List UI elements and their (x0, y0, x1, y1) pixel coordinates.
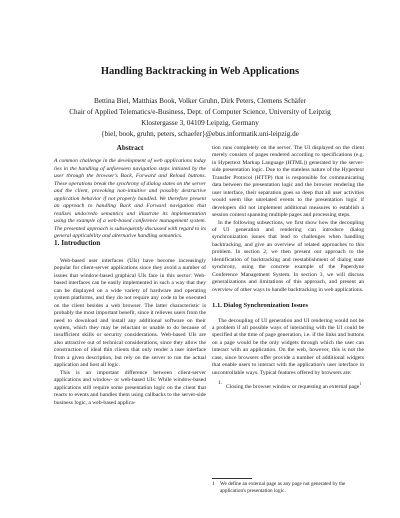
paper-title: Handling Backtracking in Web Applications (100, 66, 300, 77)
author-address: Klostergasse 3, 04109 Leipzig, Germany (141, 119, 259, 127)
abstract-heading: Abstract (116, 144, 144, 152)
list-item-text: Closing the browser window or requesting an external page (226, 384, 360, 390)
right-column (212, 145, 364, 391)
list-item-number: 1. (218, 380, 223, 387)
sync-paragraph-1: The decoupling of UI generation and UI rendering would not be a problem if all possible ways of interacting with the UI could be specified at the time of page generation, i.e. if the links and buttons on a page would be the only widgets through which the user can interact with an application. On the web, however, this is not the case, since browsers offer provide a number of additional widgets that enable users to interact with the application's user interface in uncontrollable ways. Typical features offered by browsers are: (212, 317, 364, 376)
author-affiliation: Chair of Applied Telematics/e-Business, Dept. of Computer Science, University of Leipzig (69, 108, 331, 116)
intro-paragraph-2: This is an important difference between client-server applications and window- or web-based UIs: While window-based applications still require some presentation logic on the client that reacts to events and handles them using callbacks to the server-side business logic, a web-based applica- (54, 369, 206, 406)
footnote (212, 481, 364, 494)
section-1-heading: 1. Introduction (54, 239, 101, 248)
author-block (0, 96, 400, 140)
list-item (218, 380, 364, 391)
footnote-text: We define an external page as any page not generated by the application's presentation logic. (220, 481, 346, 494)
intro-paragraph-1: Web-based user interfaces (UIs) have become increasingly popular for client-server applications since they avoid a number of issues that window-based graphical UIs face in this sector: Web-based interfaces can be easily implemented in such a way that they can be displayed on a wide variety of hardware and operating system platforms, and they do not require any code to be executed on the client besides a web browser. The latter characteristic is probably the most important benefit, since it relieves users from the need to download and install any additional software on their system, which they may be reluctant or unable to do because of insufficient skills or security considerations. Web-based UIs are also attractive out of technical considerations, since they allow the construction of ideal thin clients that only render a user interface from a given description, but rely on the server to run the actual application and host all logic. (54, 257, 206, 369)
subsection-1-1-heading: 1.1. Dialog Synchronization Issues (212, 302, 309, 310)
intro-paragraph-3: tion runs completely on the server. The UI displayed on the client merely consists of pages rendered according to specifications (e.g. in Hypertext Markup Language (HTML)) generated by the server-side presentation logic. Due to the stateless nature of the Hypertext Transfer Protocol (HTTP) that is responsible for communicating data between the presentation logic and the browser rendering the user interface, their separation goes so deep that all user activities would seem like unrelated events to the presentation logic if developers did not implement additional measures to establish a session context spanning multiple pages and processing steps. (212, 145, 364, 219)
author-names: Bettina Biel, Matthias Book, Volker Gruhn, Dirk Peters, Clemens Schäfer (94, 97, 306, 105)
footnote-marker: 1 (359, 381, 362, 387)
abstract-text: A common challenge in the development of web applications today lies in the handling of unforeseen navigation steps initiated by the user through the browser's Back, Forward and Reload buttons. These operations break the synchrony of dialog states on the server and the client, provoking non-intuitive and possibly destructive application behavior if not properly handled. We therefore present an approach to handling Back and Forward navigation that realizes undo/redo semantics and illustrate its implementation using the example of a web-based conference management system. The presented approach is subsequently discussed with regard to its general applicability and alternative handling semantics. (54, 158, 206, 239)
footnote-number: 1 (212, 481, 215, 487)
footnote-rule (212, 478, 252, 479)
author-email: {biel, book, gruhn, peters, schaefer}@ebus.informatik.uni-leipzig.de (101, 130, 299, 138)
intro-paragraph-4: In the following subsections, we first show how the decoupling of UI generation and rendering can introduce dialog synchronization issues that lead to challenges when handling backtracking, and give an overview of related approaches to this problem. In section 2, we then present our approach to the identification of backtracking and reestablishment of dialog state synchrony, using the concrete example of the Paperdyne Conference Management System. In section 3, we will discuss generalizations and limitations of this approach, and present an overview of other ways to handle backtracking in web applications. (212, 219, 364, 293)
left-column (54, 145, 206, 407)
